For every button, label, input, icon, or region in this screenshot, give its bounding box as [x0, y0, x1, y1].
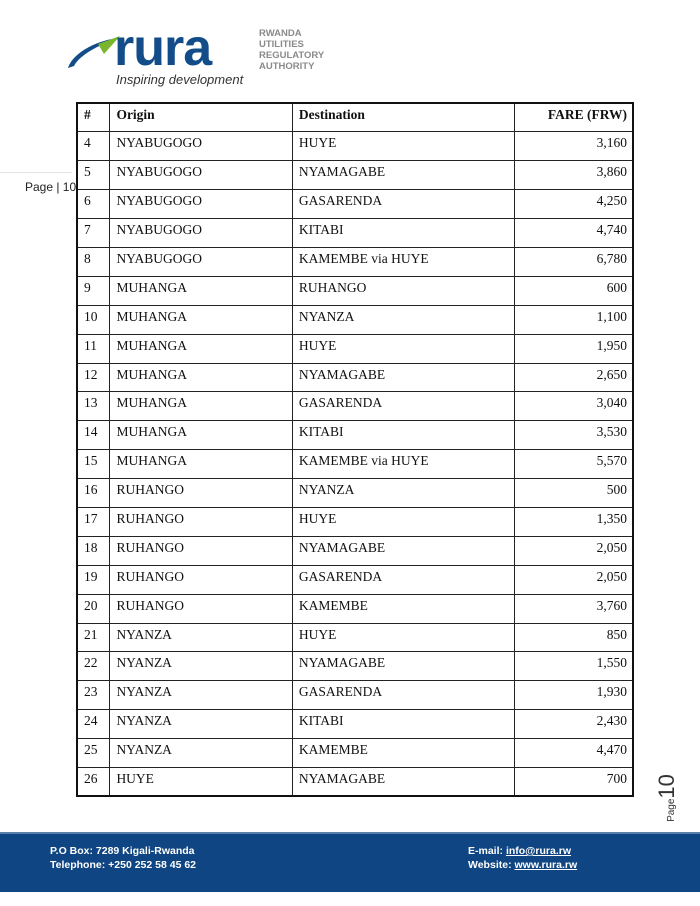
cell-number: 17: [77, 507, 110, 536]
cell-origin: MUHANGA: [110, 450, 292, 479]
rura-logo: [64, 19, 325, 90]
cell-fare: 3,040: [514, 392, 633, 421]
cell-destination: KITABI: [292, 710, 514, 739]
cell-destination: NYAMAGABE: [292, 767, 514, 796]
table-row: [77, 710, 633, 739]
table-row: [77, 392, 633, 421]
cell-origin: MUHANGA: [110, 392, 292, 421]
cell-origin: NYANZA: [110, 681, 292, 710]
cell-fare: 6,780: [514, 247, 633, 276]
cell-number: 8: [77, 247, 110, 276]
cell-destination: GASARENDA: [292, 392, 514, 421]
cell-origin: MUHANGA: [110, 305, 292, 334]
table-row: [77, 161, 633, 190]
cell-origin: RUHANGO: [110, 536, 292, 565]
cell-fare: 700: [514, 767, 633, 796]
cell-origin: RUHANGO: [110, 479, 292, 508]
cell-destination: NYANZA: [292, 305, 514, 334]
cell-destination: GASARENDA: [292, 190, 514, 219]
table-row: [77, 623, 633, 652]
cell-number: 7: [77, 219, 110, 248]
cell-number: 13: [77, 392, 110, 421]
page-word: Page: [666, 798, 677, 822]
cell-fare: 3,860: [514, 161, 633, 190]
header-origin: Origin: [110, 103, 292, 132]
cell-fare: 4,250: [514, 190, 633, 219]
cell-number: 19: [77, 565, 110, 594]
cell-destination: GASARENDA: [292, 681, 514, 710]
cell-destination: KITABI: [292, 219, 514, 248]
logo-tagline: Inspiring development: [116, 72, 244, 87]
cell-destination: KAMEMBE: [292, 739, 514, 768]
cell-number: 26: [77, 767, 110, 796]
cell-fare: 3,160: [514, 132, 633, 161]
cell-destination: NYAMAGABE: [292, 161, 514, 190]
page-number: 10: [654, 774, 679, 799]
cell-destination: HUYE: [292, 623, 514, 652]
email-link[interactable]: info@rura.rw: [505, 845, 572, 857]
website-label: Website:: [468, 859, 515, 871]
footer-contact: [468, 844, 577, 872]
cell-number: 22: [77, 652, 110, 681]
cell-origin: NYABUGOGO: [110, 247, 292, 276]
cell-origin: NYABUGOGO: [110, 132, 292, 161]
cell-fare: 850: [514, 623, 633, 652]
side-page-number: Page | 10: [25, 180, 77, 194]
cell-number: 18: [77, 536, 110, 565]
cell-origin: MUHANGA: [110, 363, 292, 392]
cell-origin: NYABUGOGO: [110, 219, 292, 248]
table-row: [77, 565, 633, 594]
table-row: [77, 450, 633, 479]
table-row: [77, 219, 633, 248]
cell-number: 16: [77, 479, 110, 508]
table-row: [77, 363, 633, 392]
cell-origin: NYANZA: [110, 623, 292, 652]
cell-number: 9: [77, 276, 110, 305]
table-row: [77, 739, 633, 768]
cell-destination: HUYE: [292, 132, 514, 161]
cell-destination: HUYE: [292, 507, 514, 536]
cell-destination: HUYE: [292, 334, 514, 363]
cell-origin: RUHANGO: [110, 507, 292, 536]
table-row: [77, 247, 633, 276]
cell-origin: NYANZA: [110, 739, 292, 768]
vertical-page-number: [652, 768, 682, 828]
header-fare: FARE (FRW): [514, 103, 633, 132]
table-row: [77, 681, 633, 710]
logo-wordmark: rura: [114, 19, 212, 77]
cell-destination: GASARENDA: [292, 565, 514, 594]
cell-number: 12: [77, 363, 110, 392]
cell-fare: 1,930: [514, 681, 633, 710]
cell-origin: RUHANGO: [110, 565, 292, 594]
cell-origin: NYANZA: [110, 652, 292, 681]
cell-fare: 5,570: [514, 450, 633, 479]
org-name-line: UTILITIES: [259, 39, 304, 50]
cell-number: 15: [77, 450, 110, 479]
cell-destination: KAMEMBE via HUYE: [292, 247, 514, 276]
cell-number: 6: [77, 190, 110, 219]
cell-fare: 1,550: [514, 652, 633, 681]
org-name: [259, 28, 339, 72]
footer-bar: [0, 832, 700, 892]
table-row: [77, 276, 633, 305]
header-number: #: [77, 103, 110, 132]
cell-number: 4: [77, 132, 110, 161]
table-row: [77, 190, 633, 219]
cell-fare: 2,050: [514, 565, 633, 594]
cell-number: 25: [77, 739, 110, 768]
cell-destination: NYANZA: [292, 479, 514, 508]
table-row: [77, 421, 633, 450]
cell-origin: RUHANGO: [110, 594, 292, 623]
table-row: [77, 652, 633, 681]
table-row: [77, 594, 633, 623]
cell-fare: 2,430: [514, 710, 633, 739]
cell-number: 14: [77, 421, 110, 450]
table-row: [77, 507, 633, 536]
cell-fare: 4,740: [514, 219, 633, 248]
cell-number: 21: [77, 623, 110, 652]
org-name-line: AUTHORITY: [259, 61, 315, 72]
cell-origin: MUHANGA: [110, 334, 292, 363]
cell-origin: MUHANGA: [110, 421, 292, 450]
cell-origin: NYABUGOGO: [110, 190, 292, 219]
table-header-row: [77, 103, 633, 132]
cell-origin: MUHANGA: [110, 276, 292, 305]
cell-number: 23: [77, 681, 110, 710]
po-box: P.O Box: 7289 Kigali-Rwanda: [50, 845, 195, 857]
cell-number: 5: [77, 161, 110, 190]
cell-destination: KAMEMBE: [292, 594, 514, 623]
table-row: [77, 305, 633, 334]
cell-destination: KAMEMBE via HUYE: [292, 450, 514, 479]
cell-fare: 500: [514, 479, 633, 508]
telephone: Telephone: +250 252 58 45 62: [50, 859, 197, 871]
table-row: [77, 334, 633, 363]
email-label: E-mail:: [468, 845, 506, 857]
cell-origin: NYABUGOGO: [110, 161, 292, 190]
cell-number: 24: [77, 710, 110, 739]
table-row: [77, 132, 633, 161]
cell-fare: 3,760: [514, 594, 633, 623]
cell-number: 10: [77, 305, 110, 334]
cell-fare: 1,100: [514, 305, 633, 334]
cell-number: 20: [77, 594, 110, 623]
cell-fare: 1,350: [514, 507, 633, 536]
footer-address: [50, 844, 196, 872]
cell-fare: 2,050: [514, 536, 633, 565]
cell-fare: 3,530: [514, 421, 633, 450]
cell-fare: 600: [514, 276, 633, 305]
cell-destination: NYAMAGABE: [292, 536, 514, 565]
cell-fare: 2,650: [514, 363, 633, 392]
cell-destination: NYAMAGABE: [292, 652, 514, 681]
cell-fare: 4,470: [514, 739, 633, 768]
table-row: [77, 536, 633, 565]
cell-origin: HUYE: [110, 767, 292, 796]
org-name-line: RWANDA: [259, 28, 302, 39]
fare-table: [76, 102, 634, 797]
side-divider: [0, 172, 72, 173]
cell-destination: NYAMAGABE: [292, 363, 514, 392]
cell-destination: KITABI: [292, 421, 514, 450]
table-row: [77, 767, 633, 796]
cell-origin: NYANZA: [110, 710, 292, 739]
header-destination: Destination: [292, 103, 514, 132]
cell-destination: RUHANGO: [292, 276, 514, 305]
org-name-line: REGULATORY: [259, 50, 325, 61]
cell-number: 11: [77, 334, 110, 363]
table-row: [77, 479, 633, 508]
website-link[interactable]: www.rura.rw: [514, 859, 578, 871]
cell-fare: 1,950: [514, 334, 633, 363]
